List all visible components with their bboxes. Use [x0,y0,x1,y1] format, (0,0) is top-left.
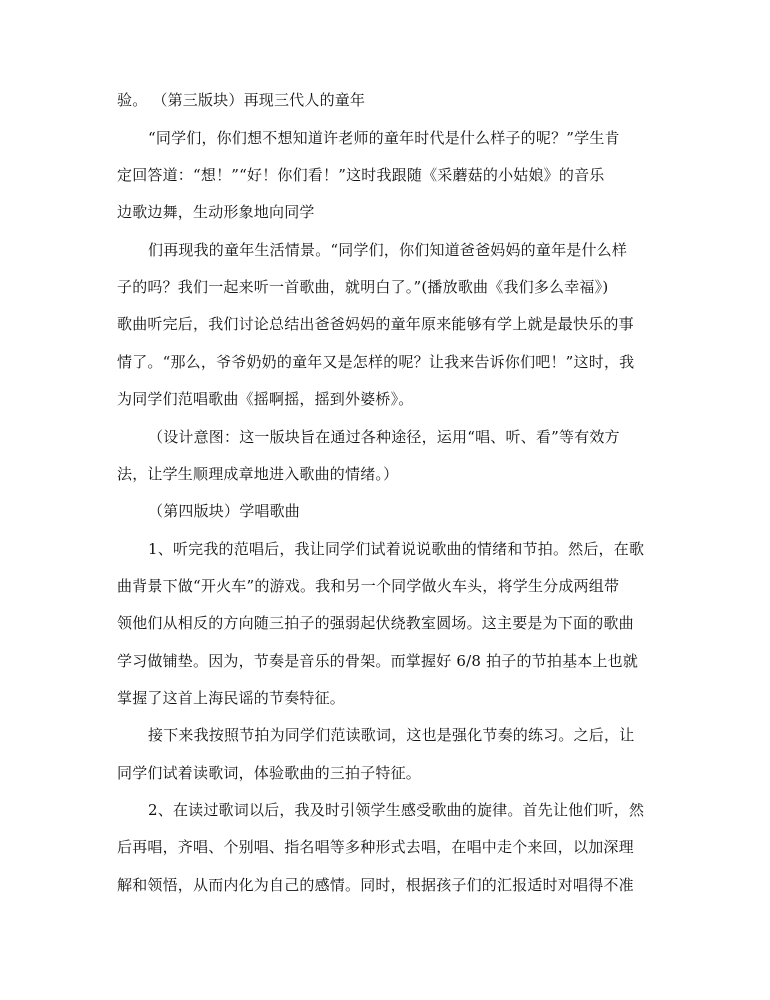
text-line-18: 接下来我按照节拍为同学们范读歌词，这也是强化节奏的练习。之后，让 [148,726,635,744]
text-line-22: 解和领悟，从而内化为自己的感情。同时，根据孩子们的汇报适时对唱得不准 [117,876,634,894]
text-line-3: 定回答道：“想！”“好！你们看！”这时我跟随《采蘑菇的小姑娘》的音乐 [117,166,605,184]
text-line-17: 掌握了这首上海民谣的节奏特征。 [117,689,346,707]
text-line-13: 1、听完我的范唱后，我让同学们试着说说歌曲的情绪和节拍。然后，在歌 [148,540,645,558]
text-line-19: 同学们试着读歌词，体验歌曲的三拍子特征。 [117,764,422,782]
text-line-16: 学习做铺垫。因为，节奏是音乐的骨架。而掌握好 6/8 拍子的节拍基本上也就 [117,652,639,670]
text-line-7: 歌曲听完后，我们讨论总结出爸爸妈妈的童年原来能够有学上就是最快乐的事 [117,315,634,333]
text-line-11: 法，让学生顺理成章地进入歌曲的情绪。） [117,465,399,483]
text-line-5: 们再现我的童年生活情景。“同学们，你们知道爸爸妈妈的童年是什么样 [148,241,628,259]
text-line-6: 子的吗？我们一起来听一首歌曲，就明白了。”(播放歌曲《我们多么幸福》) [117,278,609,296]
text-line-10: （设计意图：这一版块旨在通过各种途径，运用“唱、听、看”等有效方 [148,428,620,446]
text-line-14: 曲背景下做“开火车”的游戏。我和另一个同学做火车头，将学生分成两组带 [117,577,620,595]
text-line-2: “同学们，你们想不想知道许老师的童年时代是什么样子的呢？”学生肯 [148,129,620,147]
text-line-1: 验。 （第三版块）再现三代人的童年 [117,91,366,109]
text-line-21: 后再唱，齐唱、个别唱、指名唱等多种形式去唱，在唱中走个来回，以加深理 [117,838,634,856]
text-line-9: 为同学们范唱歌曲《摇啊摇，摇到外婆桥》。 [117,390,414,408]
text-line-8: 情了。“那么，爷爷奶奶的童年又是怎样的呢？让我来告诉你们吧！”这时，我 [117,353,635,371]
text-line-4: 边歌边舞，生动形象地向同学 [117,203,315,221]
section-heading-4: （第四版块）学唱歌曲 [148,502,301,520]
text-line-20: 2、在读过歌词以后，我及时引领学生感受歌曲的旋律。首先让他们听，然 [148,801,645,819]
text-line-15: 领他们从相反的方向随三拍子的强弱起伏绕教室圆场。这主要是为下面的歌曲 [117,614,634,632]
